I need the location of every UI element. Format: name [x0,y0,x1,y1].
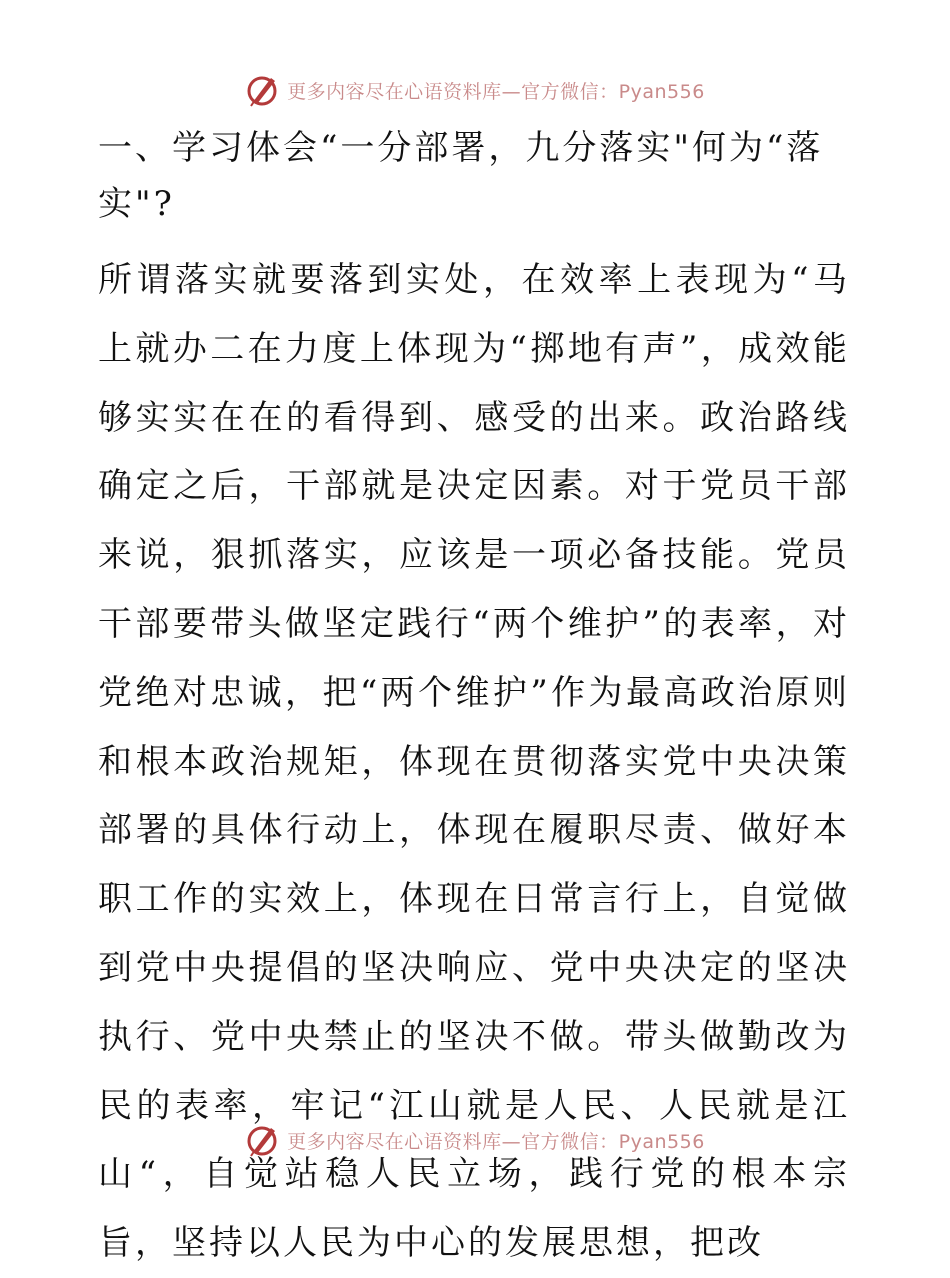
quill-pen-logo-icon [245,72,281,108]
section-heading: 一、学习体会“一分部署，九分落实"何为“落实"? [98,128,824,224]
footer-banner-text: 更多内容尽在心语资料库—官方微信：Pyan556 [287,1130,705,1153]
header-banner [0,70,950,110]
body-paragraph: 所谓落实就要落到实处，在效率上表现为“马上就办二在力度上体现为“掷地有声”，成效能够实实在在的看得到、感受的出来。政治路线确定之后，干部就是决定因素。对于党员干部来说，狠抓落实，应该是一项必备技能。党员干部要带头做坚定践行“两个维护”的表率，对党绝对忠诚，把“两个维护”作为最高政治原则和根本政治规矩，体现在贯彻落实党中央决策部署的具体行动上，体现在履职尽责、做好本职工作的实效上，体现在日常言行上，自觉做到党中央提倡的坚决响应、党中央决定的坚决执行、党中央禁止的坚决不做。带头做勤改为民的表率，牢记“江山就是人民、人民就是江山“，自觉站稳人民立场，践行党的根本宗旨，坚持以人民为中心的发展思想，把改 [98,260,850,1264]
quill-pen-logo-icon [245,1122,281,1158]
footer-banner [0,1120,950,1160]
header-banner-text: 更多内容尽在心语资料库—官方微信：Pyan556 [287,80,705,103]
